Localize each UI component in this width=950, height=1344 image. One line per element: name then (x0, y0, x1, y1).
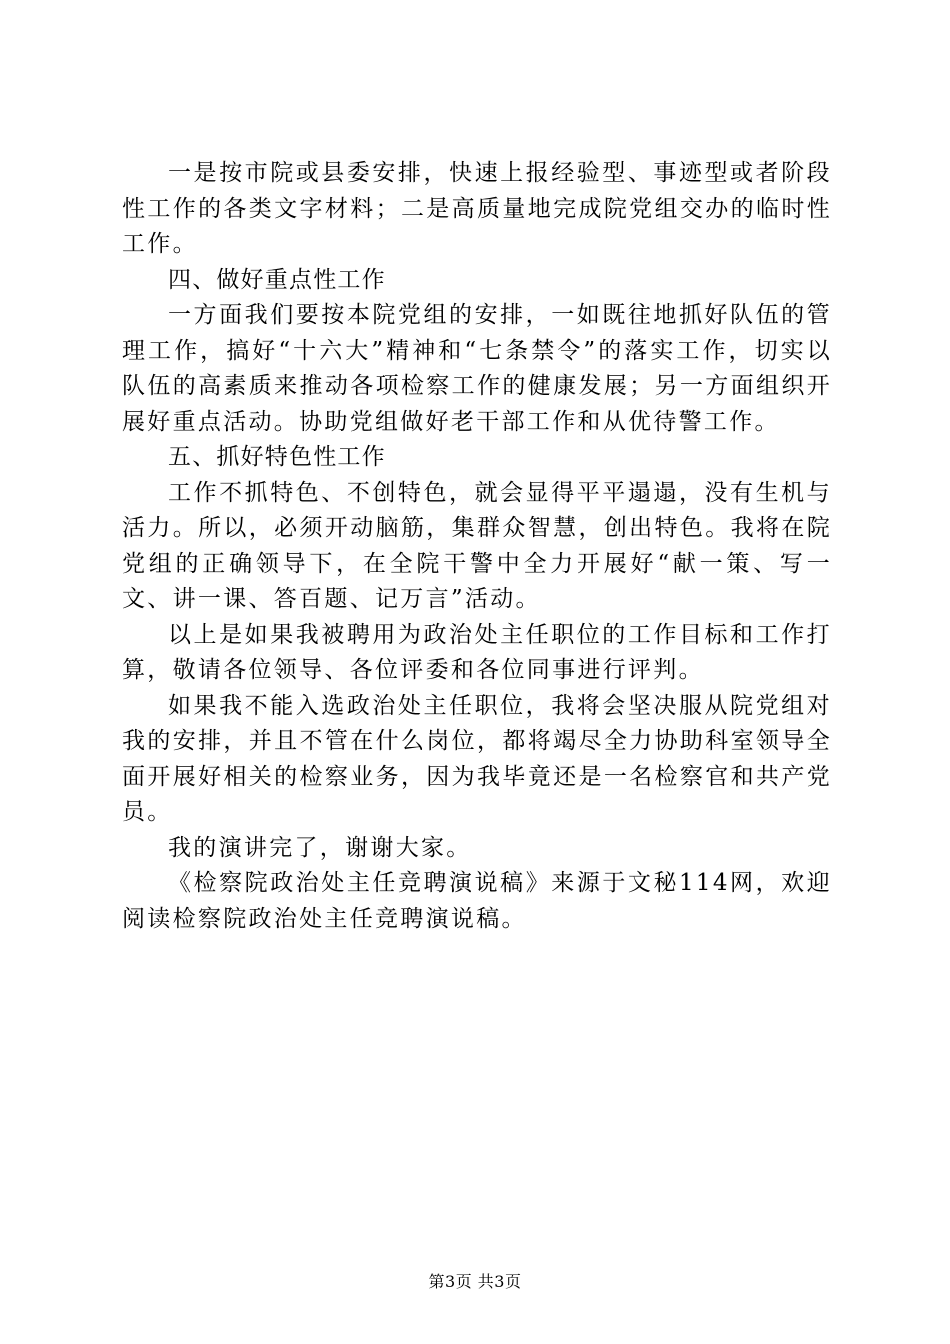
paragraph-key-work: 一方面我们要按本院党组的安排，一如既往地抓好队伍的管理工作，搞好“十六大”精神和“七条禁令”的落实工作，切实以队伍的高素质来推动各项检察工作的健康发展；另一方面组织开展好重点活动。协助党组做好老干部工作和从优待警工作。 (122, 302, 832, 435)
paragraph-closing: 我的演讲完了，谢谢大家。 (168, 834, 472, 861)
paragraph-summary: 以上是如果我被聘用为政治处主任职位的工作目标和工作打算，敬请各位领导、各位评委和各位同事进行评判。 (122, 621, 832, 683)
paragraph-source-note: 《检察院政治处主任竞聘演说稿》来源于文秘114网，欢迎阅读检察院政治处主任竞聘演说稿。 (122, 870, 832, 932)
paragraph-if-not-selected: 如果我不能入选政治处主任职位，我将会坚决服从院党组对我的安排，并且不管在什么岗位，都将竭尽全力协助科室领导全面开展好相关的检察业务，因为我毕竟还是一名检察官和共产党员。 (122, 692, 832, 825)
paragraph-task-materials: 一是按市院或县委安排，快速上报经验型、事迹型或者阶段性工作的各类文字材料；二是高质量地完成院党组交办的临时性工作。 (122, 160, 832, 257)
document-body (122, 156, 832, 937)
section-heading-distinctive-work: 五、抓好特色性工作 (168, 444, 386, 470)
paragraph-distinctive-work: 工作不抓特色、不创特色，就会显得平平遢遢，没有生机与活力。所以，必须开动脑筋，集群众智慧，创出特色。我将在院党组的正确领导下，在全院干警中全力开展好“献一策、写一文、讲一课、答百题、记万言”活动。 (122, 479, 832, 612)
page-number-footer: 第3页 共3页 (428, 1272, 522, 1291)
section-heading-key-work: 四、做好重点性工作 (168, 266, 386, 293)
